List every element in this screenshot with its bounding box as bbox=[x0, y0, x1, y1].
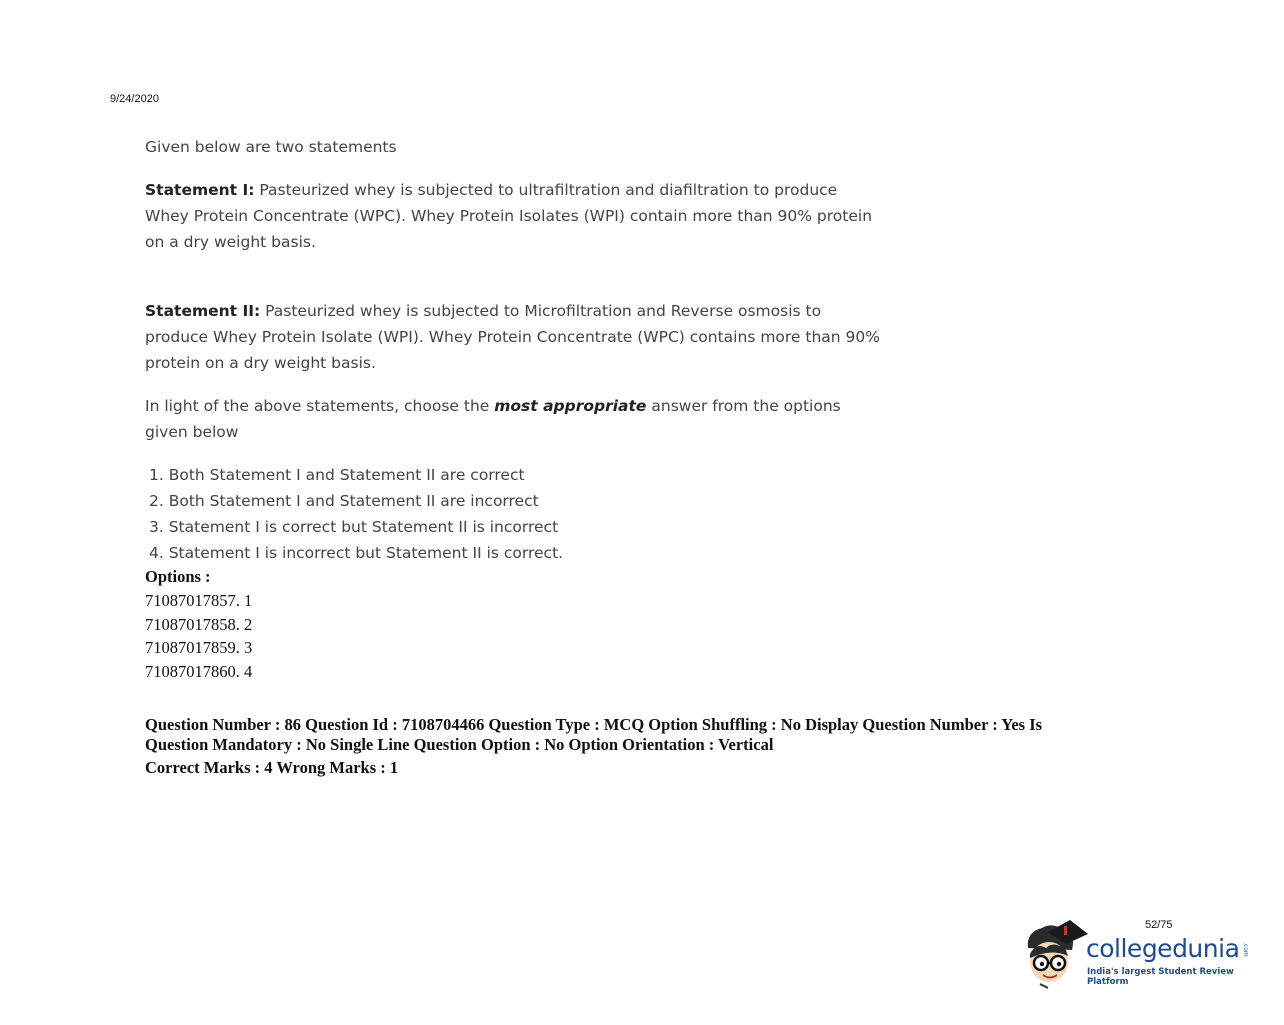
print-date: 9/24/2020 bbox=[110, 93, 159, 105]
question-metadata bbox=[145, 715, 1145, 778]
question-block bbox=[145, 134, 885, 566]
brand-dotcom: .com bbox=[1242, 942, 1249, 957]
answer-choice: 2. Both Statement I and Statement II are incorrect bbox=[149, 492, 539, 510]
answer-choice: 4. Statement I is incorrect but Statement II is correct. bbox=[149, 544, 564, 562]
metadata-line: Question Mandatory : No Single Line Question Option : No Option Orientation : Vertical bbox=[145, 734, 774, 754]
question-intro: Given below are two statements bbox=[145, 138, 397, 156]
brand-name: collegedunia bbox=[1086, 934, 1240, 963]
option-item: 71087017857. 1 bbox=[145, 590, 253, 610]
metadata-line: Question Number : 86 Question Id : 7108704466 Question Type : MCQ Option Shuffling : No Display Question Number : Yes Is bbox=[145, 715, 1043, 734]
statement-one-text: Pasteurized whey is subjected to ultrafiltration and diafiltration to produce Whey Protein Concentrate (WPC). Whey Protein Isolates (WPI) contain more than 90% protein on a dry weight basis. bbox=[145, 181, 873, 251]
brand-tagline: India's largest Student Review Platform bbox=[1087, 967, 1234, 987]
statement-two bbox=[145, 298, 885, 376]
option-item: 71087017858. 2 bbox=[145, 614, 253, 634]
collegedunia-logo bbox=[1022, 918, 1262, 992]
option-item: 71087017859. 3 bbox=[145, 638, 253, 658]
graduate-mascot-icon bbox=[1022, 918, 1092, 992]
question-instruction bbox=[145, 393, 885, 445]
statement-one-label: Statement I: bbox=[145, 181, 255, 199]
page-number: 52/75 bbox=[1145, 919, 1173, 931]
answer-choice: 3. Statement I is correct but Statement II is incorrect bbox=[149, 518, 559, 536]
instruction-before: In light of the above statements, choose the bbox=[145, 397, 495, 415]
statement-two-text: Pasteurized whey is subjected to Microfiltration and Reverse osmosis to produce Whey Protein Isolate (WPI). Whey Protein Concentrate (WPC) contains more than 90% protein on a dry weight basis. bbox=[145, 302, 880, 372]
option-item: 71087017860. 4 bbox=[145, 662, 253, 682]
statement-one bbox=[145, 177, 885, 255]
instruction-emphasis: most appropriate bbox=[494, 397, 647, 415]
options-title: Options : bbox=[145, 567, 211, 586]
answer-choices bbox=[145, 462, 885, 566]
options-list bbox=[145, 565, 252, 684]
marks-line: Correct Marks : 4 Wrong Marks : 1 bbox=[145, 758, 399, 777]
statement-two-label: Statement II: bbox=[145, 302, 261, 320]
instruction-after: answer from the options given below bbox=[145, 397, 841, 441]
answer-choice: 1. Both Statement I and Statement II are correct bbox=[149, 466, 525, 484]
